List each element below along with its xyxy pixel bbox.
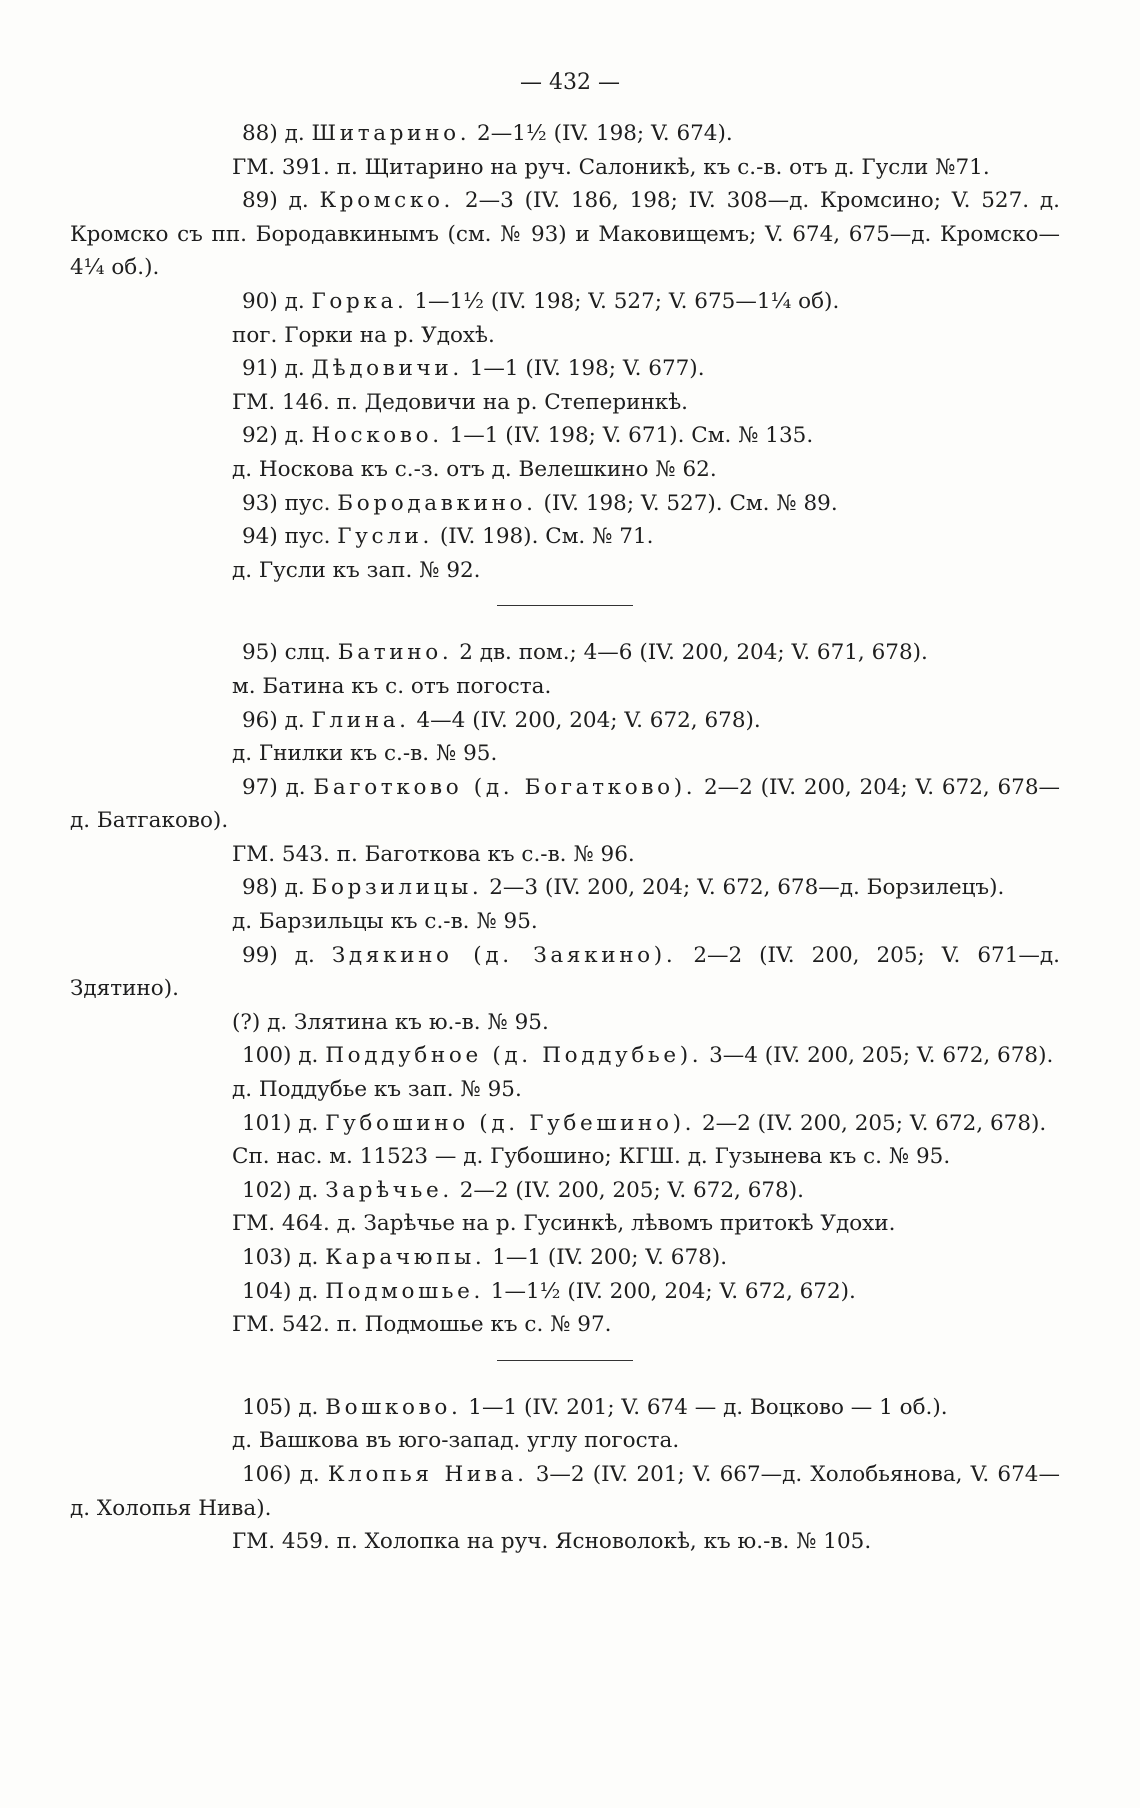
- page-number: — 432 —: [520, 70, 620, 95]
- section-divider: [497, 605, 633, 606]
- entry-note: ГМ. 391. п. Щитарино на руч. Салоникѣ, къ с.-в. отъ д. Гусли №71.: [232, 154, 990, 180]
- settlement-type: д.: [285, 774, 306, 800]
- entry-line: [70, 184, 1060, 285]
- settlement-name: Вошково.: [325, 1394, 462, 1420]
- entry-line: [70, 1241, 1060, 1275]
- settlement-name: Гусли.: [337, 524, 433, 550]
- entry-note: д. Носкова къ с.-з. отъ д. Велешкино № 62.: [232, 456, 717, 482]
- settlement-type: д.: [284, 875, 305, 901]
- settlement-name: Кромско.: [319, 188, 455, 214]
- settlement-type: д.: [298, 1278, 319, 1304]
- entry-line: [70, 1391, 1060, 1425]
- settlement-name: Баготково (д. Богатково).: [313, 774, 697, 800]
- entry-details: 2—2 (IV. 200, 205; V. 672, 678).: [701, 1110, 1047, 1136]
- entry-note: ГМ. 542. п. Подмошье къ с. № 97.: [232, 1312, 612, 1338]
- entry-line: [70, 939, 1060, 1006]
- entry-note: д. Вашкова въ юго-запад. углу погоста.: [232, 1428, 680, 1454]
- entry-details: 1—1 (IV. 200; V. 678).: [492, 1245, 728, 1270]
- entry-details: 3—2 (IV. 201; V. 667—д. Холобьянова, V. 674—д. Холопья Нива).: [70, 1461, 1060, 1521]
- entry-line: [70, 487, 1060, 521]
- entry-number: 89): [242, 188, 278, 214]
- settlement-name: Носково.: [311, 423, 443, 449]
- settlement-type: д.: [284, 707, 305, 733]
- entry-details: 3—4 (IV. 200, 205; V. 672, 678).: [709, 1043, 1054, 1069]
- settlement-name: Карачюпы.: [325, 1245, 486, 1270]
- settlement-type: д.: [288, 188, 309, 214]
- settlement-type: пус.: [284, 490, 331, 516]
- settlement-type: д.: [284, 356, 305, 382]
- settlement-name: Подмошье.: [325, 1278, 484, 1304]
- settlement-type: д.: [284, 121, 305, 146]
- entry-note: м. Батина къ с. отъ погоста.: [232, 673, 552, 699]
- settlement-name: Зарѣчье.: [325, 1177, 453, 1203]
- entry-details: (IV. 198; V. 527). См. № 89.: [543, 490, 838, 516]
- settlement-type: пус.: [284, 524, 331, 550]
- entry-number: 106): [242, 1461, 292, 1487]
- settlement-name: Шитарино.: [311, 121, 471, 146]
- entry-number: 100): [242, 1043, 292, 1069]
- settlement-type: д.: [298, 1110, 319, 1136]
- entry-line: [70, 285, 1060, 319]
- entry-number: 105): [242, 1394, 292, 1420]
- entry-details: 2—1½ (IV. 198; V. 674).: [477, 121, 733, 146]
- settlement-type: д.: [298, 1177, 319, 1203]
- settlement-type: д.: [294, 942, 315, 968]
- entry-details: 1—1 (IV. 201; V. 674 — д. Воцково — 1 об.).: [468, 1394, 948, 1420]
- entry-details: 1—1 (IV. 198; V. 677).: [469, 356, 705, 382]
- entry-number: 90): [242, 288, 278, 314]
- settlement-name: Бородавкино.: [337, 490, 537, 516]
- entry-line: [70, 1174, 1060, 1208]
- entry-note: ГМ. 459. п. Холопка на руч. Ясноволокѣ, къ ю.-в. № 105.: [232, 1529, 872, 1555]
- section-divider: [497, 1360, 633, 1361]
- settlement-name: Поддубное (д. Поддубье).: [325, 1043, 703, 1069]
- entry-details: 4—4 (IV. 200, 204; V. 672, 678).: [416, 707, 761, 733]
- gazetteer-content: [70, 117, 1060, 1559]
- entry-number: 92): [242, 423, 278, 449]
- settlement-type: д.: [298, 1043, 319, 1069]
- entry-line: [70, 636, 1060, 670]
- entry-line: [70, 352, 1060, 386]
- entry-details: 2—3 (IV. 200, 204; V. 672, 678—д. Борзилецъ).: [489, 875, 1005, 901]
- settlement-type: д.: [284, 423, 305, 449]
- entry-details: 1—1½ (IV. 200, 204; V. 672, 672).: [490, 1278, 856, 1304]
- entry-note: ГМ. 464. д. Зарѣчье на р. Гусинкѣ, лѣвомъ притокѣ Удохи.: [232, 1211, 896, 1237]
- entry-line: [70, 1458, 1060, 1525]
- settlement-type: слц.: [284, 640, 331, 666]
- entry-details: 1—1½ (IV. 198; V. 527; V. 675—1¼ об).: [414, 288, 840, 314]
- settlement-type: д.: [298, 1394, 319, 1420]
- settlement-name: Батино.: [337, 640, 453, 666]
- entry-note: пог. Горки на р. Удохѣ.: [232, 322, 495, 348]
- settlement-name: Горка.: [311, 288, 408, 314]
- entry-note: Сп. нас. м. 11523 — д. Губошино; КГШ. д. Гузынева къ с. № 95.: [232, 1144, 951, 1170]
- entry-line: [70, 704, 1060, 738]
- settlement-type: д.: [298, 1245, 319, 1270]
- entry-note: д. Барзильцы къ с.-в. № 95.: [232, 909, 538, 935]
- entry-note: д. Гусли къ зап. № 92.: [232, 557, 481, 583]
- entry-number: 96): [242, 707, 278, 733]
- settlement-type: д.: [284, 288, 305, 314]
- entry-details: 1—1 (IV. 198; V. 671). См. № 135.: [449, 423, 814, 449]
- entry-details: 2—3 (IV. 186, 198; IV. 308—д. Кромсино; V. 527. д. Кромско съ пп. Бородавкинымъ (см. № 93) и Маковищемъ; V. 674, 675—д. Кромско—4¼ об.).: [70, 188, 1060, 281]
- entry-number: 95): [242, 640, 278, 666]
- entry-details: (IV. 198). См. № 71.: [439, 524, 654, 550]
- settlement-name: Дѣдовичи.: [311, 356, 463, 382]
- entry-number: 88): [242, 121, 278, 146]
- entry-note: ГМ. 146. п. Дедовичи на р. Степеринкѣ.: [232, 389, 689, 415]
- entry-line: [70, 1039, 1060, 1073]
- entry-line: [70, 771, 1060, 838]
- entry-note: ГМ. 543. п. Баготкова къ с.-в. № 96.: [232, 841, 635, 867]
- entry-section: [70, 117, 1060, 587]
- entry-details: 2—2 (IV. 200, 205; V. 672, 678).: [459, 1177, 804, 1203]
- entry-number: 93): [242, 490, 278, 516]
- entry-number: 99): [242, 942, 278, 968]
- entry-line: [70, 117, 1060, 151]
- entry-line: [70, 520, 1060, 554]
- entry-number: 101): [242, 1110, 292, 1136]
- entry-note: д. Поддубье къ зап. № 95.: [232, 1077, 522, 1103]
- entry-line: [70, 1107, 1060, 1141]
- entry-details: 2—2 (IV. 200, 204; V. 672, 678—д. Батгаково).: [70, 774, 1061, 834]
- entry-number: 97): [242, 774, 278, 800]
- entry-line: [70, 419, 1060, 453]
- entry-section: [70, 636, 1060, 1341]
- entry-note: д. Гнилки къ с.-в. № 95.: [232, 741, 498, 767]
- entry-section: [70, 1391, 1060, 1559]
- entry-number: 94): [242, 524, 278, 550]
- entry-number: 98): [242, 875, 278, 901]
- settlement-name: Борзилицы.: [311, 875, 483, 901]
- settlement-name: Здякино (д. Заякино).: [331, 942, 677, 968]
- entry-line: [70, 871, 1060, 905]
- entry-number: 104): [242, 1278, 292, 1304]
- settlement-type: д.: [299, 1461, 320, 1487]
- entry-number: 91): [242, 356, 278, 382]
- entry-line: [70, 1275, 1060, 1309]
- settlement-name: Губошино (д. Губешино).: [325, 1110, 696, 1136]
- entry-number: 103): [242, 1245, 292, 1270]
- settlement-name: Клопья Нива.: [327, 1461, 528, 1487]
- entry-note: (?) д. Злятина къ ю.-в. № 95.: [232, 1009, 549, 1035]
- entry-number: 102): [242, 1177, 292, 1203]
- entry-details: 2 дв. пом.; 4—6 (IV. 200, 204; V. 671, 678).: [459, 640, 928, 666]
- settlement-name: Глина.: [311, 707, 410, 733]
- entry-details: 2—2 (IV. 200, 205; V. 671—д. Здятино).: [70, 942, 1060, 1002]
